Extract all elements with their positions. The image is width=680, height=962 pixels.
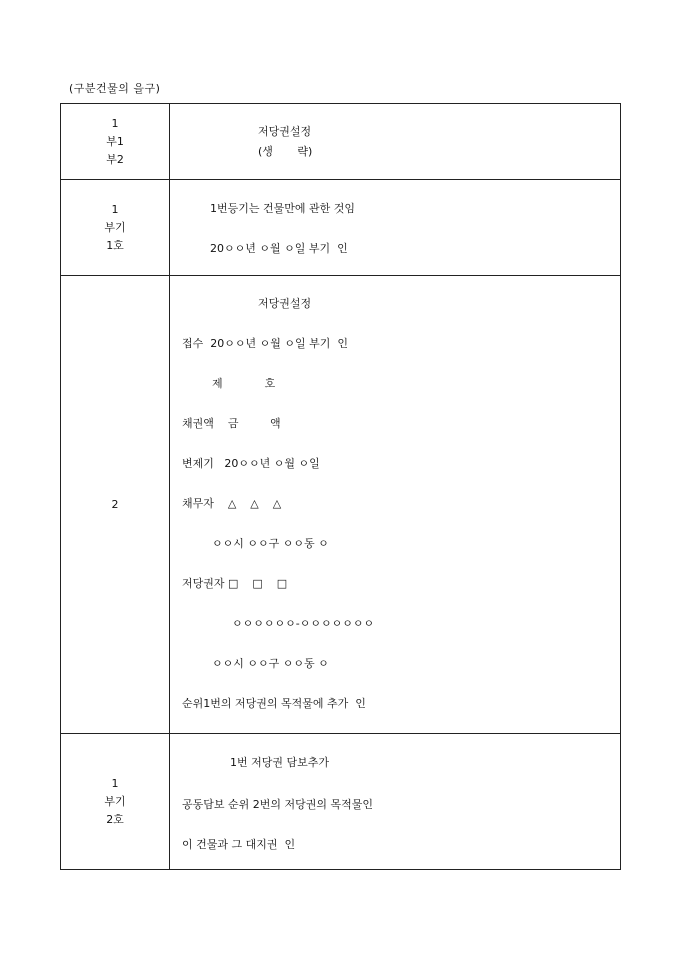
table-row <box>61 734 621 870</box>
entry-line: 저당권설정 <box>258 297 312 310</box>
entry-cell <box>170 104 621 180</box>
rank-line: 부1 <box>106 134 124 148</box>
entry-line: ㅇㅇㅇㅇㅇㅇ-ㅇㅇㅇㅇㅇㅇㅇ <box>232 617 375 630</box>
table-row <box>61 180 621 276</box>
table-row <box>61 276 621 734</box>
rank-line: 1 <box>111 116 119 130</box>
entry-line: 접수 20ㅇㅇ년 ㅇ월 ㅇ일 부기 인 <box>182 337 348 350</box>
entry-line: 저당권설정 <box>258 125 312 138</box>
rank-line: 2 <box>111 497 119 511</box>
entry-line: 1번 저당권 담보추가 <box>230 756 329 769</box>
rank-line: 부기 <box>104 220 126 234</box>
entry-line: (생 략) <box>258 145 313 158</box>
entry-cell <box>170 734 621 870</box>
rank-cell <box>61 104 170 180</box>
rank-line: 1호 <box>106 238 124 252</box>
entry-line: 공동담보 순위 2번의 저당권의 목적물인 <box>182 798 373 811</box>
rank-line: 1 <box>111 202 119 216</box>
rank-cell <box>61 276 170 734</box>
registry-table <box>60 103 621 870</box>
entry-line: 순위1번의 저당권의 목적물에 추가 인 <box>182 697 366 710</box>
rank-cell <box>61 734 170 870</box>
entry-line: 채권액 금 액 <box>182 417 281 430</box>
entry-cell <box>170 276 621 734</box>
entry-line: 제 호 <box>212 377 276 390</box>
rank-line: 부2 <box>106 152 124 166</box>
entry-cell <box>170 180 621 276</box>
rank-line: 부기 <box>104 794 126 808</box>
rank-line: 2호 <box>106 812 124 826</box>
entry-line: 1번등기는 건물만에 관한 것임 <box>210 202 355 215</box>
entry-line: ㅇㅇ시 ㅇㅇ구 ㅇㅇ동 ㅇ <box>212 537 329 550</box>
document-heading: (구분건물의 을구) <box>69 82 161 95</box>
table-row <box>61 104 621 180</box>
entry-line: 채무자 △ △ △ <box>182 497 282 510</box>
entry-line: 20ㅇㅇ년 ㅇ월 ㅇ일 부기 인 <box>210 242 348 255</box>
rank-line: 1 <box>111 776 119 790</box>
entry-line: 이 건물과 그 대지권 인 <box>182 838 296 851</box>
entry-line: 저당권자 □ □ □ <box>182 577 288 590</box>
entry-line: 변제기 20ㅇㅇ년 ㅇ월 ㅇ일 <box>182 457 320 470</box>
entry-line: ㅇㅇ시 ㅇㅇ구 ㅇㅇ동 ㅇ <box>212 657 329 670</box>
rank-cell <box>61 180 170 276</box>
